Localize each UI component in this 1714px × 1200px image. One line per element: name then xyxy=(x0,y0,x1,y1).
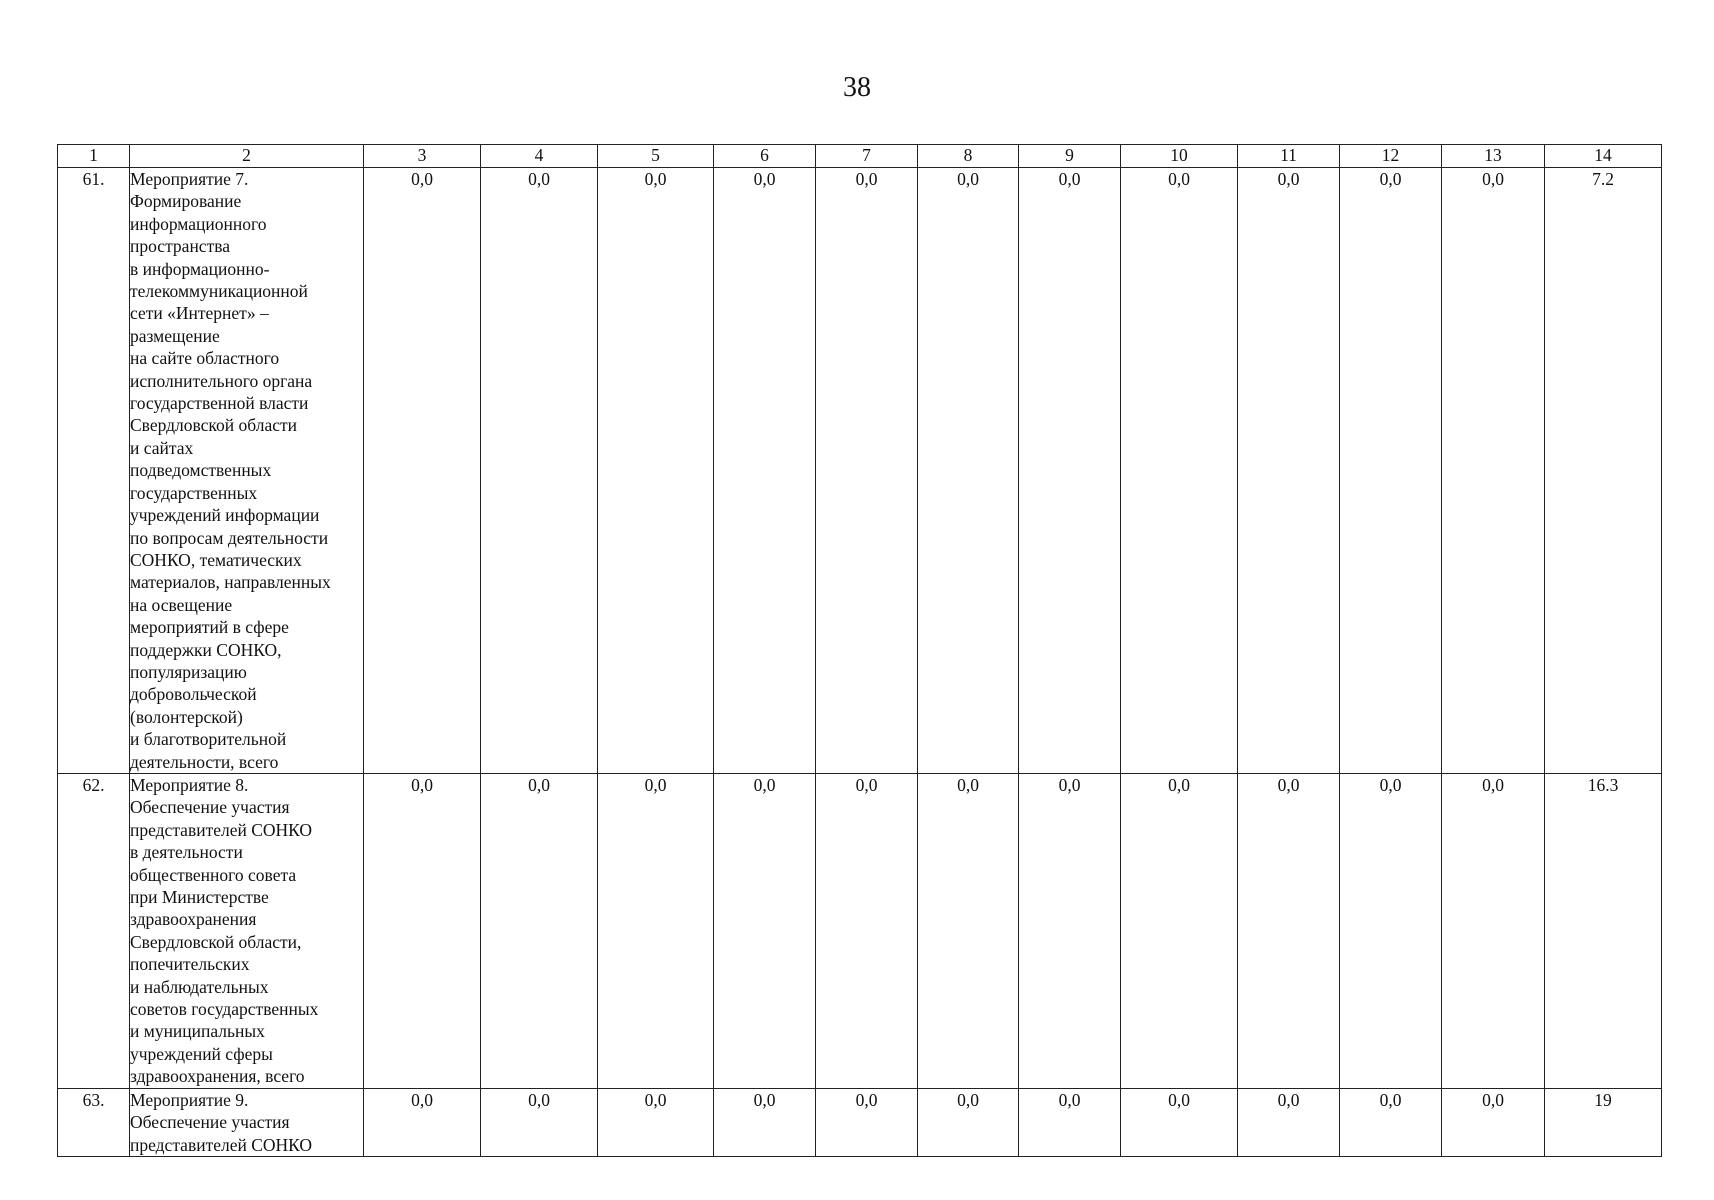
description-line: подведомственных xyxy=(130,460,272,481)
description-line: и сайтах xyxy=(130,437,194,458)
description-line: информационного xyxy=(130,213,267,234)
description-line: на освещение xyxy=(130,594,233,615)
description-line: Свердловской области xyxy=(130,415,298,436)
value-cell: 0,0 xyxy=(714,168,816,774)
column-number: 2 xyxy=(130,145,364,168)
value-cell: 0,0 xyxy=(1442,773,1545,1088)
description-line: в информационно- xyxy=(130,258,270,279)
column-number: 4 xyxy=(481,145,598,168)
description-line: Обеспечение участия xyxy=(130,1112,290,1133)
value-cell: 0,0 xyxy=(1340,168,1442,774)
description-line: при Министерстве xyxy=(130,887,269,907)
description-line: государственных xyxy=(130,482,258,503)
value-cell: 0,0 xyxy=(598,168,714,774)
value-cell: 0,0 xyxy=(1121,168,1238,774)
table-row xyxy=(58,1088,1662,1156)
value-cell: 0,0 xyxy=(918,168,1019,774)
column-number: 3 xyxy=(364,145,481,168)
description-line: поддержки СОНКО, xyxy=(130,639,282,660)
value-cell: 0,0 xyxy=(714,1088,816,1156)
row-number: 62. xyxy=(58,773,130,1088)
column-number: 13 xyxy=(1442,145,1545,168)
description-line: Обеспечение участия xyxy=(130,797,290,818)
description-line: и благотворительной xyxy=(130,729,287,750)
description-line: представителей СОНКО xyxy=(130,1134,313,1155)
description-line: (волонтерской) xyxy=(130,706,243,727)
activity-description xyxy=(130,168,364,774)
value-cell: 0,0 xyxy=(714,773,816,1088)
description-line: в деятельности xyxy=(130,842,243,863)
value-cell: 0,0 xyxy=(598,773,714,1088)
row-number: 61. xyxy=(58,168,130,774)
value-cell: 0,0 xyxy=(1238,773,1340,1088)
description-line: Свердловской области, xyxy=(130,931,302,952)
column-number: 12 xyxy=(1340,145,1442,168)
column-number: 5 xyxy=(598,145,714,168)
description-line: исполнительного органа xyxy=(130,370,313,391)
value-cell: 0,0 xyxy=(364,1088,481,1156)
value-cell: 0,0 xyxy=(481,168,598,774)
description-line: Формирование xyxy=(130,191,242,212)
column-number-row xyxy=(58,145,1662,168)
value-cell: 0,0 xyxy=(1121,1088,1238,1156)
column-number: 1 xyxy=(58,145,130,168)
value-cell: 0,0 xyxy=(816,773,918,1088)
description-line: мероприятий в сфере xyxy=(130,617,289,638)
value-cell: 0,0 xyxy=(1238,1088,1340,1156)
last-column-value: 7.2 xyxy=(1545,168,1662,774)
description-line: размещение xyxy=(130,325,220,346)
description-line: учреждений информации xyxy=(130,505,320,526)
description-line: общественного совета xyxy=(130,864,297,885)
description-line: добровольческой xyxy=(130,684,257,705)
value-cell: 0,0 xyxy=(1442,1088,1545,1156)
value-cell: 0,0 xyxy=(1442,168,1545,774)
description-line: Мероприятие 8. xyxy=(130,774,249,795)
description-line: пространства xyxy=(130,236,231,257)
activity-description xyxy=(130,773,364,1088)
column-number: 14 xyxy=(1545,145,1662,168)
value-cell: 0,0 xyxy=(1238,168,1340,774)
value-cell: 0,0 xyxy=(918,1088,1019,1156)
description-line: материалов, направленных xyxy=(130,572,331,593)
description-line: Мероприятие 7. xyxy=(130,169,249,189)
description-line: Мероприятие 9. xyxy=(130,1089,249,1110)
value-cell: 0,0 xyxy=(1121,773,1238,1088)
description-line: на сайте областного xyxy=(130,348,280,369)
description-line: сети «Интернет» – xyxy=(130,303,269,324)
description-line: попечительских xyxy=(130,954,250,975)
description-line: здравоохранения xyxy=(130,909,257,930)
column-number: 11 xyxy=(1238,145,1340,168)
description-line: СОНКО, тематических xyxy=(130,549,302,570)
description-line: представителей СОНКО xyxy=(130,819,313,840)
column-number: 8 xyxy=(918,145,1019,168)
table-row xyxy=(58,773,1662,1088)
budget-table xyxy=(57,144,1662,1157)
description-line: учреждений сферы xyxy=(130,1043,273,1064)
value-cell: 0,0 xyxy=(1019,168,1121,774)
description-line: телекоммуникационной xyxy=(130,281,308,302)
description-line: советов государственных xyxy=(130,999,319,1020)
column-number: 10 xyxy=(1121,145,1238,168)
column-number: 9 xyxy=(1019,145,1121,168)
description-line: популяризацию xyxy=(130,661,247,682)
column-number: 6 xyxy=(714,145,816,168)
last-column-value: 19 xyxy=(1545,1088,1662,1156)
value-cell: 0,0 xyxy=(364,168,481,774)
value-cell: 0,0 xyxy=(1019,773,1121,1088)
description-line: и муниципальных xyxy=(130,1021,265,1042)
value-cell: 0,0 xyxy=(1019,1088,1121,1156)
value-cell: 0,0 xyxy=(816,1088,918,1156)
row-number: 63. xyxy=(58,1088,130,1156)
value-cell: 0,0 xyxy=(364,773,481,1088)
column-number: 7 xyxy=(816,145,918,168)
activity-description xyxy=(130,1088,364,1156)
value-cell: 0,0 xyxy=(481,1088,598,1156)
last-column-value: 16.3 xyxy=(1545,773,1662,1088)
value-cell: 0,0 xyxy=(816,168,918,774)
description-line: по вопросам деятельности xyxy=(130,527,329,548)
description-line: здравоохранения, всего xyxy=(130,1066,305,1087)
page-number: 38 xyxy=(843,72,871,103)
value-cell: 0,0 xyxy=(598,1088,714,1156)
value-cell: 0,0 xyxy=(1340,1088,1442,1156)
table-row xyxy=(58,168,1662,774)
description-line: и наблюдательных xyxy=(130,976,269,997)
value-cell: 0,0 xyxy=(1340,773,1442,1088)
value-cell: 0,0 xyxy=(481,773,598,1088)
description-line: деятельности, всего xyxy=(130,751,279,772)
description-line: государственной власти xyxy=(130,393,309,414)
value-cell: 0,0 xyxy=(918,773,1019,1088)
